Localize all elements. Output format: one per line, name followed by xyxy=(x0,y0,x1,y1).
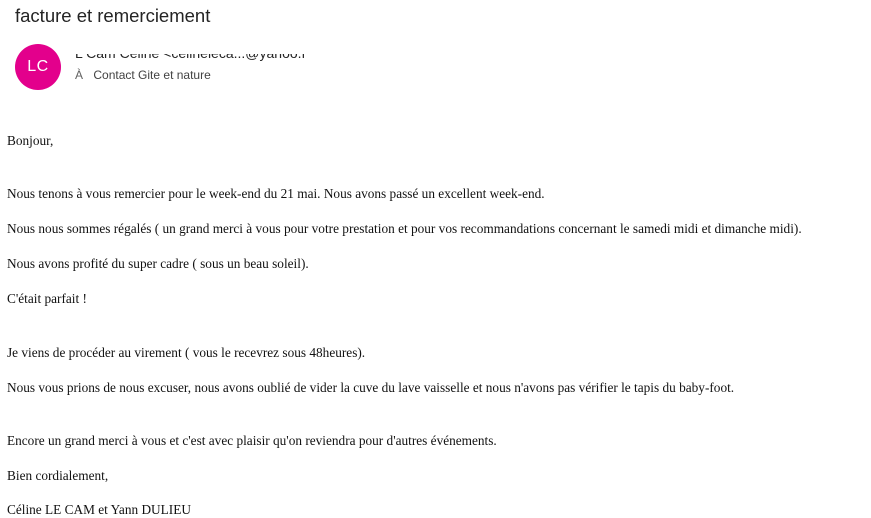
sender-redaction xyxy=(75,44,365,54)
body-line: Nous vous prions de nous excuser, nous avons oublié de vider la cuve du lave vaisselle et nous n'avons pas vérifier le tapis du baby-foot. xyxy=(7,380,735,395)
to-label: À xyxy=(75,68,84,82)
recipient-name[interactable]: Contact Gite et nature xyxy=(93,68,211,82)
body-line: Bonjour, xyxy=(7,133,54,148)
body-line: Nous tenons à vous remercier pour le week-end du 21 mai. Nous avons passé un excellent week-end. xyxy=(7,186,545,201)
body-line: Nous nous sommes régalés ( un grand merci à vous pour votre prestation et pour vos recommandations concernant le samedi midi et dimanche midi). xyxy=(7,221,802,236)
body-line: Bien cordialement, xyxy=(7,468,109,483)
recipient-line xyxy=(75,68,211,82)
body-line: C'était parfait ! xyxy=(7,291,87,306)
sender-avatar[interactable]: LC xyxy=(15,44,61,90)
body-line: Céline LE CAM et Yann DULIEU xyxy=(7,502,191,517)
body-line: Nous avons profité du super cadre ( sous un beau soleil). xyxy=(7,256,309,271)
body-line: Je viens de procéder au virement ( vous le recevrez sous 48heures). xyxy=(7,345,366,360)
email-subject: facture et remerciement xyxy=(15,5,211,26)
sender-name[interactable] xyxy=(75,44,365,62)
body-line: Encore un grand merci à vous et c'est avec plaisir qu'on reviendra pour d'autres événements. xyxy=(7,433,497,448)
